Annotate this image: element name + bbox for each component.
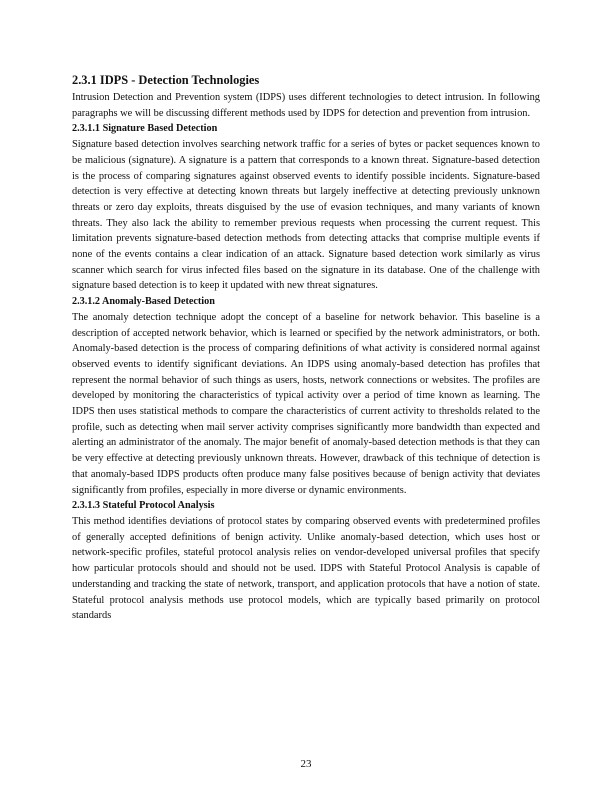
anomaly-detection-paragraph: The anomaly detection technique adopt the concept of a baseline for network behavior. This baseline is a description of accepted network behavior, which is learned or specified by the network administrators, or both. Anomaly-based detection is the process of comparing definitions of what activity is considered normal against observed events to identify significant deviations. An IDPS using anomaly-based detection has profiles that represent the normal behavior of such things as users, hosts, network connections or websites. The profiles are developed by monitoring the characteristics of typical activity over a period of time known as learning. The IDPS then uses statistical methods to compare the characteristics of current activity to thresholds related to the profile, such as detecting when mail server activity comprises significantly more bandwidth than expected and alerting an administrator of the anomaly. The major benefit of anomaly-based detection methods is that they can be very effective at detecting previously unknown threats. However, drawback of this technique of detection is that anomaly-based IDPS products often produce many false positives because of benign activity that deviates significantly from profiles, especially in more diverse or dynamic environments.: [72, 311, 540, 496]
stateful-protocol-paragraph: This method identifies deviations of protocol states by comparing observed events with predetermined profiles of generally accepted definitions of benign activity. Unlike anomaly-based detection, which uses host or network-specific profiles, stateful protocol analysis relies on vendor-developed universal profiles that specify how particular protocols should and should not be used. IDPS with Stateful Protocol Analysis is capable of understanding and tracking the state of network, transport, and application protocols that have a notion of state. Stateful protocol analysis methods use protocol models, which are typically based primarily on protocol standards: [72, 515, 540, 622]
section-heading: 2.3.1 IDPS - Detection Technologies: [72, 73, 260, 87]
subsection-heading-signature: 2.3.1.1 Signature Based Detection: [72, 123, 218, 135]
signature-detection-paragraph: Signature based detection involves searching network traffic for a series of bytes or packet sequences known to be malicious (signature). A signature is a pattern that corresponds to a known threat. Signature-based detection is the process of comparing signatures against observed events to identify possible incidents. Signature-based detection is very effective at detecting known threats but largely ineffective at detecting previously unknown threats or zero day exploits, threats disguised by the use of evasion techniques, and many variants of known threats. They also lack the ability to remember previous requests when processing the current request. This limitation prevents signature-based detection methods from detecting attacks that comprise multiple events if none of the events contains a clear indication of an attack. Signature based detection work similarly as virus scanner which search for virus infected files based on the signature in its database. One of the challenge with signature based detection is to keep it updated with new threat signatures.: [72, 139, 540, 292]
subsection-heading-anomaly: 2.3.1.2 Anomaly-Based Detection: [72, 296, 215, 308]
page-number: 23: [300, 758, 312, 770]
intro-paragraph: Intrusion Detection and Prevention system (IDPS) uses different technologies to detect intrusion. In following paragraphs we will be discussing different methods used by IDPS for detection and prevention from intrusion.: [72, 92, 540, 119]
subsection-heading-stateful: 2.3.1.3 Stateful Protocol Analysis: [72, 500, 215, 512]
document-page: [72, 73, 540, 624]
